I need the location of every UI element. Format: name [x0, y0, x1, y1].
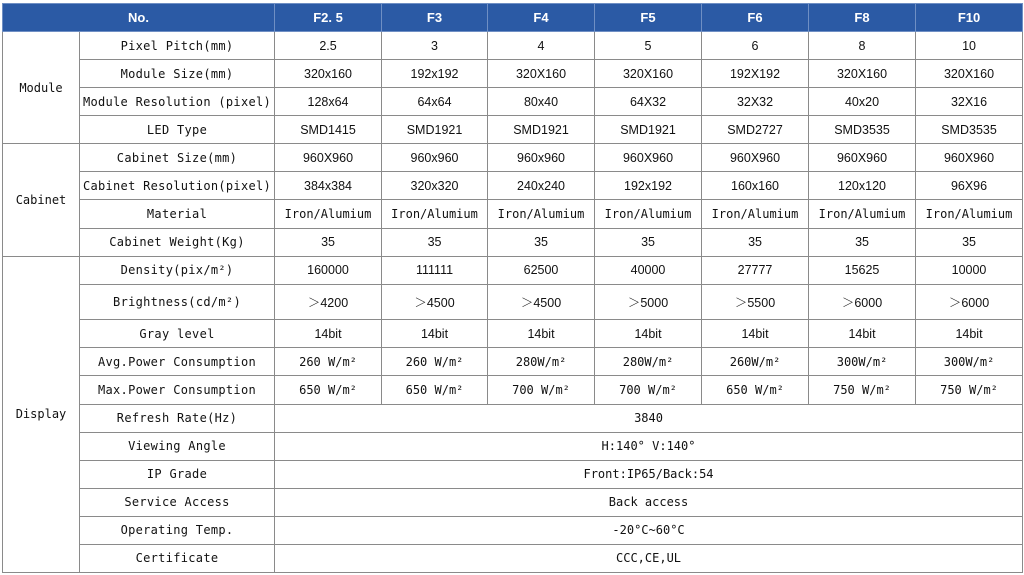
value-cell: 80x40 — [488, 88, 595, 116]
table-row — [3, 200, 1023, 228]
value-cell: ＞5500 — [702, 284, 809, 320]
value-cell: Iron/Alumium — [916, 200, 1023, 228]
value-cell: 260 W/m² — [382, 348, 488, 376]
value-cell-merged: H:140° V:140° — [275, 432, 1023, 460]
value-cell: 5 — [595, 32, 702, 60]
table-row — [3, 432, 1023, 460]
value-cell: 3 — [382, 32, 488, 60]
value-cell: 14bit — [595, 320, 702, 348]
value-cell: 35 — [275, 228, 382, 256]
value-cell: 320X160 — [488, 60, 595, 88]
value-cell: 192x192 — [382, 60, 488, 88]
value-cell: SMD1921 — [488, 116, 595, 144]
value-cell: 960X960 — [275, 144, 382, 172]
value-cell: SMD3535 — [916, 116, 1023, 144]
value-cell: 700 W/m² — [595, 376, 702, 404]
value-cell: Iron/Alumium — [702, 200, 809, 228]
param-label: Certificate — [80, 544, 275, 572]
value-cell: 96X96 — [916, 172, 1023, 200]
table-row — [3, 544, 1023, 572]
value-cell: 64x64 — [382, 88, 488, 116]
table-row — [3, 284, 1023, 320]
value-cell: 40000 — [595, 256, 702, 284]
table-row — [3, 460, 1023, 488]
value-cell: 6 — [702, 32, 809, 60]
param-label: Cabinet Size(mm) — [80, 144, 275, 172]
value-cell: 960X960 — [702, 144, 809, 172]
value-cell: 14bit — [382, 320, 488, 348]
value-cell: SMD3535 — [809, 116, 916, 144]
spec-table — [2, 3, 1023, 573]
value-cell: 62500 — [488, 256, 595, 284]
value-cell: 192X192 — [702, 60, 809, 88]
header-model: F10 — [916, 4, 1023, 32]
table-row — [3, 256, 1023, 284]
table-row — [3, 228, 1023, 256]
value-cell: Iron/Alumium — [488, 200, 595, 228]
param-label: Brightness(cd/m²) — [80, 284, 275, 320]
value-cell: Iron/Alumium — [275, 200, 382, 228]
value-cell: SMD2727 — [702, 116, 809, 144]
value-cell: 35 — [488, 228, 595, 256]
value-cell: 320X160 — [916, 60, 1023, 88]
value-cell: 650 W/m² — [702, 376, 809, 404]
value-cell: ＞5000 — [595, 284, 702, 320]
value-cell: 960X960 — [595, 144, 702, 172]
table-row — [3, 172, 1023, 200]
value-cell: 160000 — [275, 256, 382, 284]
value-cell: 4 — [488, 32, 595, 60]
table-row — [3, 320, 1023, 348]
value-cell-merged: Back access — [275, 488, 1023, 516]
value-cell: ＞4500 — [382, 284, 488, 320]
group-cabinet: Cabinet — [3, 144, 80, 256]
value-cell: 300W/m² — [809, 348, 916, 376]
value-cell: 14bit — [809, 320, 916, 348]
value-cell: 750 W/m² — [916, 376, 1023, 404]
value-cell: ＞6000 — [809, 284, 916, 320]
value-cell: 14bit — [916, 320, 1023, 348]
table-row — [3, 144, 1023, 172]
value-cell: 35 — [595, 228, 702, 256]
param-label: Max.Power Consumption — [80, 376, 275, 404]
value-cell: Iron/Alumium — [809, 200, 916, 228]
table-row — [3, 376, 1023, 404]
table-row — [3, 32, 1023, 60]
value-cell: 14bit — [275, 320, 382, 348]
table-row — [3, 488, 1023, 516]
param-label: Cabinet Resolution(pixel) — [80, 172, 275, 200]
header-model: F8 — [809, 4, 916, 32]
value-cell: 10 — [916, 32, 1023, 60]
value-cell: 35 — [702, 228, 809, 256]
value-cell-merged: CCC,CE,UL — [275, 544, 1023, 572]
value-cell: SMD1921 — [382, 116, 488, 144]
value-cell: Iron/Alumium — [595, 200, 702, 228]
value-cell-merged: 3840 — [275, 404, 1023, 432]
table-row — [3, 60, 1023, 88]
header-model: F4 — [488, 4, 595, 32]
value-cell: 32X16 — [916, 88, 1023, 116]
param-label: LED Type — [80, 116, 275, 144]
value-cell: 260 W/m² — [275, 348, 382, 376]
param-label: Density(pix/m²) — [80, 256, 275, 284]
group-display: Display — [3, 256, 80, 572]
value-cell: 10000 — [916, 256, 1023, 284]
value-cell: 320X160 — [809, 60, 916, 88]
value-cell: 35 — [916, 228, 1023, 256]
value-cell: 14bit — [488, 320, 595, 348]
param-label: Module Size(mm) — [80, 60, 275, 88]
value-cell: ＞6000 — [916, 284, 1023, 320]
value-cell: 750 W/m² — [809, 376, 916, 404]
value-cell: 960x960 — [488, 144, 595, 172]
value-cell: 280W/m² — [488, 348, 595, 376]
value-cell: 320X160 — [595, 60, 702, 88]
value-cell: 160x160 — [702, 172, 809, 200]
param-label: Refresh Rate(Hz) — [80, 404, 275, 432]
value-cell: 128x64 — [275, 88, 382, 116]
value-cell: 384x384 — [275, 172, 382, 200]
value-cell: ＞4500 — [488, 284, 595, 320]
value-cell: Iron/Alumium — [382, 200, 488, 228]
table-row — [3, 404, 1023, 432]
value-cell: 240x240 — [488, 172, 595, 200]
table-row — [3, 516, 1023, 544]
value-cell: 960X960 — [809, 144, 916, 172]
value-cell: 14bit — [702, 320, 809, 348]
table-row — [3, 88, 1023, 116]
value-cell-merged: Front:IP65/Back:54 — [275, 460, 1023, 488]
param-label: Gray level — [80, 320, 275, 348]
value-cell: 320x160 — [275, 60, 382, 88]
table-row — [3, 116, 1023, 144]
header-model: F3 — [382, 4, 488, 32]
value-cell: SMD1921 — [595, 116, 702, 144]
value-cell: 120x120 — [809, 172, 916, 200]
value-cell: 960x960 — [382, 144, 488, 172]
param-label: Pixel Pitch(mm) — [80, 32, 275, 60]
group-module: Module — [3, 32, 80, 144]
header-model: F5 — [595, 4, 702, 32]
value-cell: 650 W/m² — [382, 376, 488, 404]
value-cell: 700 W/m² — [488, 376, 595, 404]
param-label: Viewing Angle — [80, 432, 275, 460]
header-row — [3, 4, 1023, 32]
value-cell: 35 — [809, 228, 916, 256]
table-row — [3, 348, 1023, 376]
value-cell: 260W/m² — [702, 348, 809, 376]
value-cell: 320x320 — [382, 172, 488, 200]
value-cell: 32X32 — [702, 88, 809, 116]
value-cell: 2.5 — [275, 32, 382, 60]
value-cell: SMD1415 — [275, 116, 382, 144]
param-label: Module Resolution (pixel) — [80, 88, 275, 116]
value-cell: 650 W/m² — [275, 376, 382, 404]
value-cell: 8 — [809, 32, 916, 60]
param-label: Avg.Power Consumption — [80, 348, 275, 376]
value-cell: 40x20 — [809, 88, 916, 116]
param-label: IP Grade — [80, 460, 275, 488]
value-cell: 15625 — [809, 256, 916, 284]
param-label: Operating Temp. — [80, 516, 275, 544]
header-no: No. — [3, 4, 275, 32]
value-cell: 192x192 — [595, 172, 702, 200]
param-label: Service Access — [80, 488, 275, 516]
value-cell: ＞4200 — [275, 284, 382, 320]
value-cell: 280W/m² — [595, 348, 702, 376]
value-cell-merged: -20°C~60°C — [275, 516, 1023, 544]
param-label: Cabinet Weight(Kg) — [80, 228, 275, 256]
value-cell: 64X32 — [595, 88, 702, 116]
value-cell: 27777 — [702, 256, 809, 284]
value-cell: 111111 — [382, 256, 488, 284]
value-cell: 300W/m² — [916, 348, 1023, 376]
header-model: F2. 5 — [275, 4, 382, 32]
value-cell: 35 — [382, 228, 488, 256]
header-model: F6 — [702, 4, 809, 32]
param-label: Material — [80, 200, 275, 228]
value-cell: 960X960 — [916, 144, 1023, 172]
